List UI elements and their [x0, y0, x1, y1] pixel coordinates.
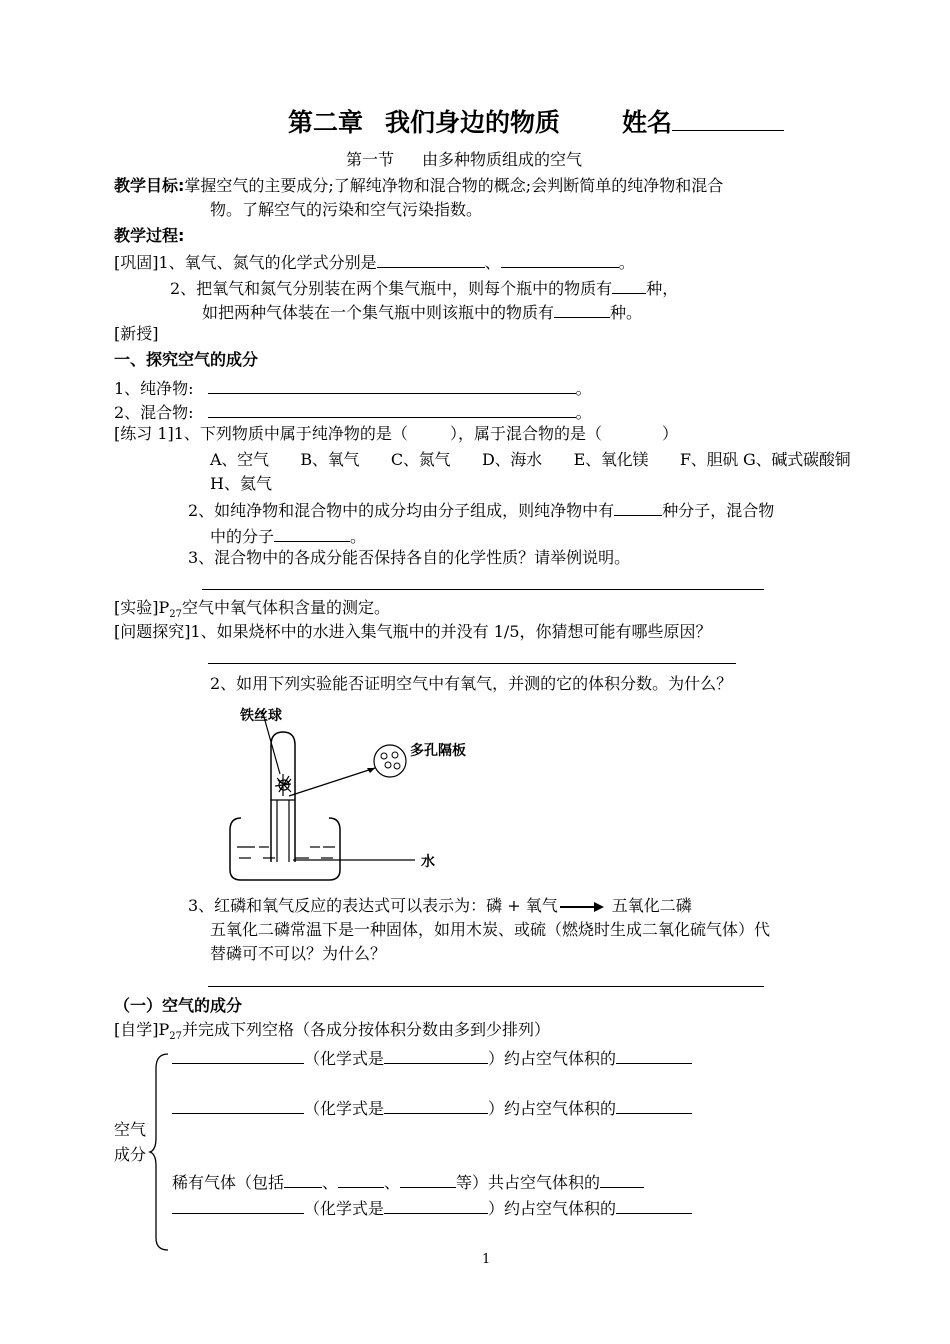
process-label: 教学过程:	[114, 226, 185, 245]
blank-mixed-count[interactable]	[554, 300, 610, 318]
review-q1: [巩固]1、氧气、氮气的化学式分别是	[114, 253, 377, 272]
review-q2-unit2: 种。	[610, 303, 643, 322]
experiment-page: 27	[169, 609, 182, 621]
blank-component-formula[interactable]	[384, 1196, 488, 1214]
component-row-2	[172, 1096, 692, 1118]
label-iron-wool: 铁丝球	[240, 708, 282, 724]
label-water: 水	[421, 854, 435, 870]
component-row-3	[172, 1196, 692, 1218]
exercise-q2-end: 。	[350, 527, 367, 546]
new-label: [新授]	[114, 324, 159, 343]
blank-pure-definition[interactable]	[208, 376, 576, 394]
inquiry-q2: 2、如用下列实验能否证明空气中有氧气，并测的它的体积分数。为什么？	[210, 674, 733, 693]
blank-molecule-kinds[interactable]	[614, 498, 662, 516]
selfstudy-page: 27	[169, 1031, 182, 1043]
objectives-line1: 掌握空气的主要成分;了解纯净物和混合物的概念;会判断简单的纯净物和混合	[184, 176, 724, 195]
inquiry-q1: [问题探究]1、如果烧杯中的水进入集气瓶中的并没有 1/5，你猜想可能有哪些原因？	[114, 622, 712, 641]
part1-sub-heading: （一）空气的成分	[114, 996, 243, 1015]
blank-nitrogen-formula[interactable]	[501, 250, 619, 268]
reaction-line2: 五氧化二磷常温下是一种固体，如用木炭、或硫（燃烧时生成二氧化硫气体）代	[210, 920, 771, 939]
answer-line-inquiry1[interactable]	[208, 663, 736, 664]
exercise-q2-line2: 中的分子	[210, 527, 275, 546]
blank-component-name[interactable]	[172, 1096, 304, 1114]
review-q2-unit: 种，	[646, 279, 679, 298]
mixture-end: 。	[575, 403, 592, 422]
reaction-arrow-icon	[560, 901, 604, 913]
section-number: 第一节	[346, 150, 395, 169]
chapter-number: 第二章	[288, 108, 364, 137]
reaction-line3: 替磷可不可以？为什么？	[210, 944, 387, 963]
water-surface-marks	[237, 847, 335, 858]
name-label: 姓名	[622, 108, 673, 137]
air-label-2: 成分	[114, 1145, 147, 1164]
answer-line-q3[interactable]	[202, 589, 764, 590]
noble-sep-2: 、	[384, 1173, 401, 1192]
pure-substance-label: 1、纯净物:	[114, 379, 194, 398]
exercise-q2: 2、如纯净物和混合物中的成分均由分子组成，则纯净物中有	[188, 501, 615, 520]
blank-noble-3[interactable]	[400, 1170, 456, 1188]
air-label-1: 空气	[114, 1120, 147, 1139]
review-q2-line2: 如把两种气体装在一个集气瓶中则该瓶中的物质有	[202, 303, 555, 322]
component-row-1	[172, 1046, 692, 1068]
blank-oxygen-formula[interactable]	[377, 250, 485, 268]
part1-heading: 一、探究空气的成分	[114, 350, 259, 369]
noble-gas-row	[172, 1170, 644, 1192]
exercise-q1-mid: ），属于混合物的是（	[449, 424, 602, 443]
pure-end: 。	[575, 379, 592, 398]
formula-label: （化学式是	[304, 1099, 385, 1118]
reaction-q3: 3、红磷和氧气反应的表达式可以表示为：磷 + 氧气	[188, 896, 558, 915]
iron-wool-ball	[275, 774, 291, 796]
blank-component-volume[interactable]	[616, 1196, 692, 1214]
exercise-q1: [练习 1]1、下列物质中属于纯净物的是（	[114, 424, 408, 443]
blank-mixture-molecules[interactable]	[274, 524, 350, 542]
porous-plate-icon	[374, 745, 406, 777]
experiment-label: [实验]P	[114, 598, 170, 617]
experiment-title: 空气中氧气体积含量的测定。	[182, 598, 391, 617]
objectives-line2: 物。了解空气的污染和空气污染指数。	[210, 200, 483, 219]
blank-noble-2[interactable]	[338, 1170, 384, 1188]
mixture-label: 2、混合物:	[114, 403, 194, 422]
volume-label: ）约占空气体积的	[488, 1199, 617, 1218]
blank-component-name[interactable]	[172, 1046, 304, 1064]
review-q2: 2、把氧气和氮气分别装在两个集气瓶中，则每个瓶中的物质有	[170, 279, 613, 298]
blank-noble-1[interactable]	[284, 1170, 322, 1188]
exercise-q2-mid: 种分子，混合物	[662, 501, 775, 520]
chapter-title: 我们身边的物质	[385, 108, 561, 137]
objectives-label: 教学目标:	[114, 176, 185, 195]
exercise-q3: 3、混合物中的各成分能否保持各自的化学性质？请举例说明。	[188, 548, 631, 567]
blank-noble-volume[interactable]	[600, 1170, 644, 1188]
exercise-q1-end: ）	[661, 424, 678, 443]
answer-line-reaction[interactable]	[208, 986, 764, 987]
test-tube	[271, 732, 295, 862]
volume-label: ）约占空气体积的	[488, 1099, 617, 1118]
blank-component-volume[interactable]	[616, 1096, 692, 1114]
exercise-options-line1: A、空气 B、氧气 C、氮气 D、海水 E、氧化镁 F、胆矾 G、碱式碳酸铜	[210, 450, 851, 469]
reaction-product: 五氧化二磷	[611, 896, 692, 915]
blank-component-volume[interactable]	[616, 1046, 692, 1064]
review-q1-end: 。	[618, 253, 635, 272]
beaker	[230, 818, 340, 880]
label-porous-plate: 多孔隔板	[410, 743, 466, 759]
blank-component-formula[interactable]	[384, 1096, 488, 1114]
section-title: 由多种物质组成的空气	[422, 150, 583, 169]
left-brace-icon	[148, 1050, 174, 1254]
blank-separate-count[interactable]	[612, 276, 646, 294]
exercise-options-line2: H、氦气	[210, 474, 272, 493]
blank-mixture-definition[interactable]	[208, 400, 576, 418]
plate-pointer	[289, 768, 375, 796]
name-blank[interactable]	[672, 108, 784, 131]
blank-component-name[interactable]	[172, 1196, 304, 1214]
formula-label: （化学式是	[304, 1049, 385, 1068]
review-q1-sep: 、	[484, 253, 501, 272]
volume-label: ）约占空气体积的	[488, 1049, 617, 1068]
formula-label: （化学式是	[304, 1199, 385, 1218]
page-number: 1	[482, 1252, 491, 1267]
noble-volume-label: 等）共占空气体积的	[456, 1173, 601, 1192]
apparatus-figure	[225, 700, 485, 885]
selfstudy-text: 并完成下列空格（各成分按体积分数由多到少排列）	[182, 1020, 551, 1039]
selfstudy-label: [自学]P	[114, 1020, 170, 1039]
blank-component-formula[interactable]	[384, 1046, 488, 1064]
noble-gas-label: 稀有气体（包括	[172, 1173, 285, 1192]
noble-sep-1: 、	[322, 1173, 339, 1192]
